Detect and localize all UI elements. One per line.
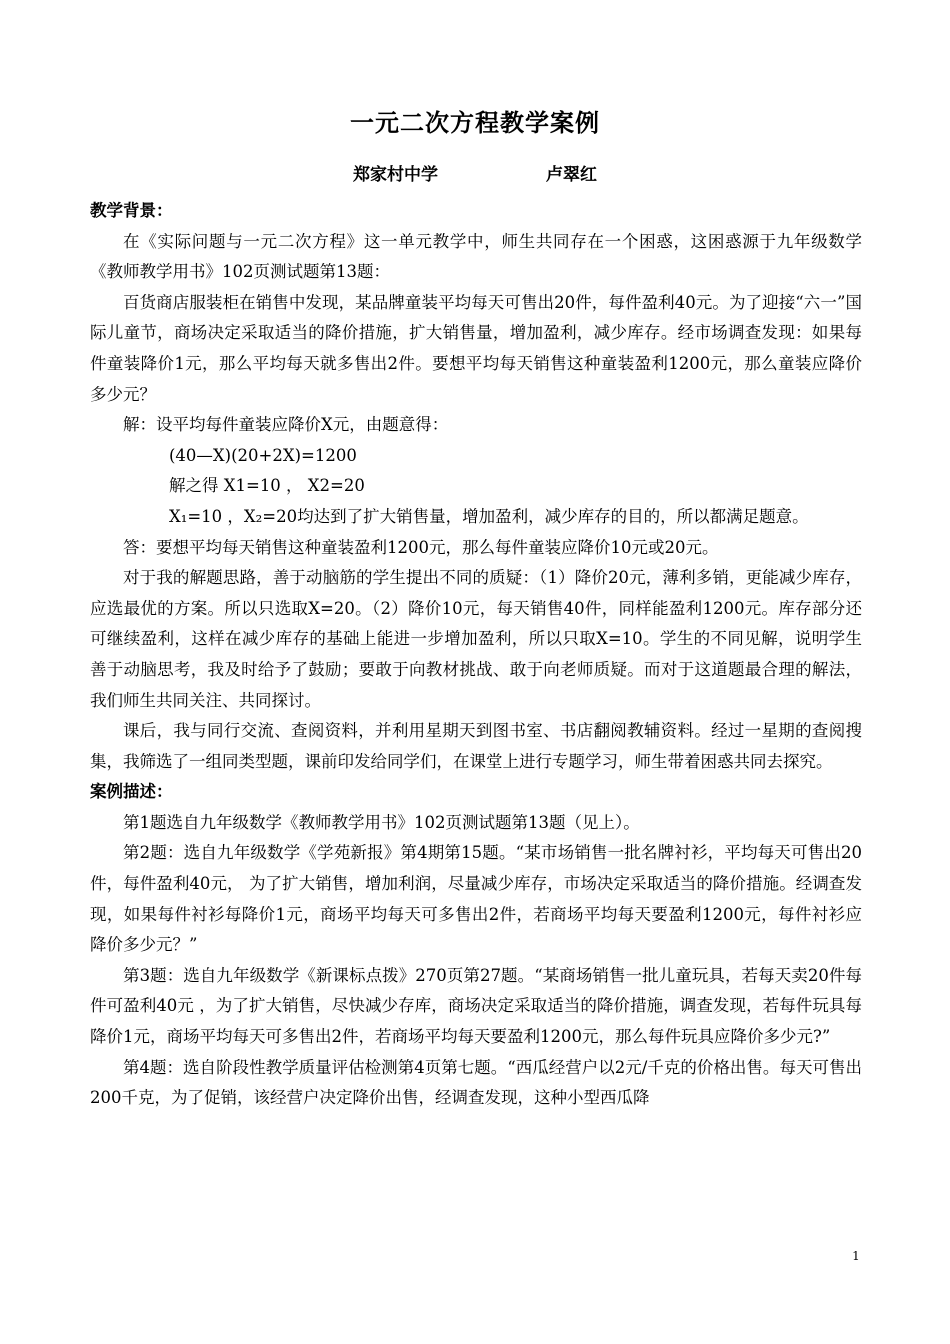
byline [0, 160, 950, 185]
roots-line: 解之得 X1=10 ， X2=20 [169, 476, 365, 496]
paragraph-problem: 百货商店服装柜在销售中发现，某品牌童装平均每天可售出20件，每件盈利40元。为了迎接“六一”国际儿童节，商场决定采取适当的降价措施，扩大销售量，增加盈利，减少库存。经市场调查发现：如果每件童装降价1元，那么平均每天就多售出2件。要想平均每天销售这种童装盈利1200元，那么童装应降价多少元？ [90, 292, 862, 404]
school-name: 郑家村中学 [353, 165, 438, 185]
paragraph-answer: 答：要想平均每天销售这种童装盈利1200元，那么每件童装应降价10元或20元。 [123, 537, 719, 557]
paragraph-after-class: 课后，我与同行交流、查阅资料，并利用星期天到图书室、书店翻阅教辅资料。经过一星期的查阅搜集，我筛选了一组同类型题，课前印发给同学们，在课堂上进行专题学习，师生带着困惑共同去探究。 [90, 721, 862, 771]
section-heading-case: 案例描述： [90, 782, 173, 802]
paragraph-question-4: 第4题：选自阶段性教学质量评估检测第4页第七题。“西瓜经营户以2元/千克的价格出售。每天可售出200千克，为了促销，该经营户决定降价出售，经调查发现，这种小型西瓜降 [90, 1057, 862, 1108]
equation-line: (40—X)(20+2X)=1200 [169, 445, 357, 465]
roots-check-line: X₁=10 ，X₂=20均达到了扩大销售量，增加盈利，减少库存的目的，所以都满足题意。 [169, 506, 809, 526]
paragraph-question-1: 第1题选自九年级数学《教师教学用书》102页测试题第13题（见上）。 [123, 812, 640, 832]
paragraph-question-2: 第2题：选自九年级数学《学苑新报》第4期第15题。“某市场销售一批名牌衬衫，平均每天可售出20件，每件盈利40元， 为了扩大销售，增加利润，尽量减少库存，市场决定采取适当的降价措施。经调查发现，如果每件衬衫每降价1元，商场平均每天可多售出2件，若商场平均每天要盈利1200元，每件衬衫应降价多少元？” [90, 843, 862, 955]
section-heading-background: 教学背景： [90, 201, 173, 220]
document-body [90, 196, 862, 1114]
author-name: 卢翠红 [546, 165, 597, 185]
page-number: 1 [852, 1249, 860, 1263]
document-title: 一元二次方程教学案例 [350, 109, 600, 137]
paragraph-background-intro: 在《实际问题与一元二次方程》这一单元教学中，师生共同存在一个困惑，这困惑源于九年级数学《教师教学用书》102页测试题第13题： [90, 231, 862, 282]
paragraph-question-3: 第3题：选自九年级数学《新课标点拨》270页第27题。“某商场销售一批儿童玩具，若每天卖20件每件可盈利40元 ，为了扩大销售，尽快减少存库，商场决定采取适当的降价措施，调查发现，若每件玩具每降价1元，商场平均每天可多售出2件，若商场平均每天要盈利1200元，那么每件玩具应降价多少元?” [90, 965, 862, 1047]
paragraph-discussion: 对于我的解题思路，善于动脑筋的学生提出不同的质疑：（1）降价20元，薄利多销，更能减少库存，应选最优的方案。所以只选取X=20。（2）降价10元，每天销售40件，同样能盈利1200元。库存部分还可继续盈利，这样在减少库存的基础上能进一步增加盈利，所以只取X=10。学生的不同见解，说明学生善于动脑思考，我及时给予了鼓励；要敢于向教材挑战、敢于向老师质疑。而对于这道题最合理的解法，我们师生共同关注、共同探讨。 [90, 568, 862, 710]
paragraph-solution-intro: 解：设平均每件童装应降价X元，由题意得： [123, 415, 449, 435]
